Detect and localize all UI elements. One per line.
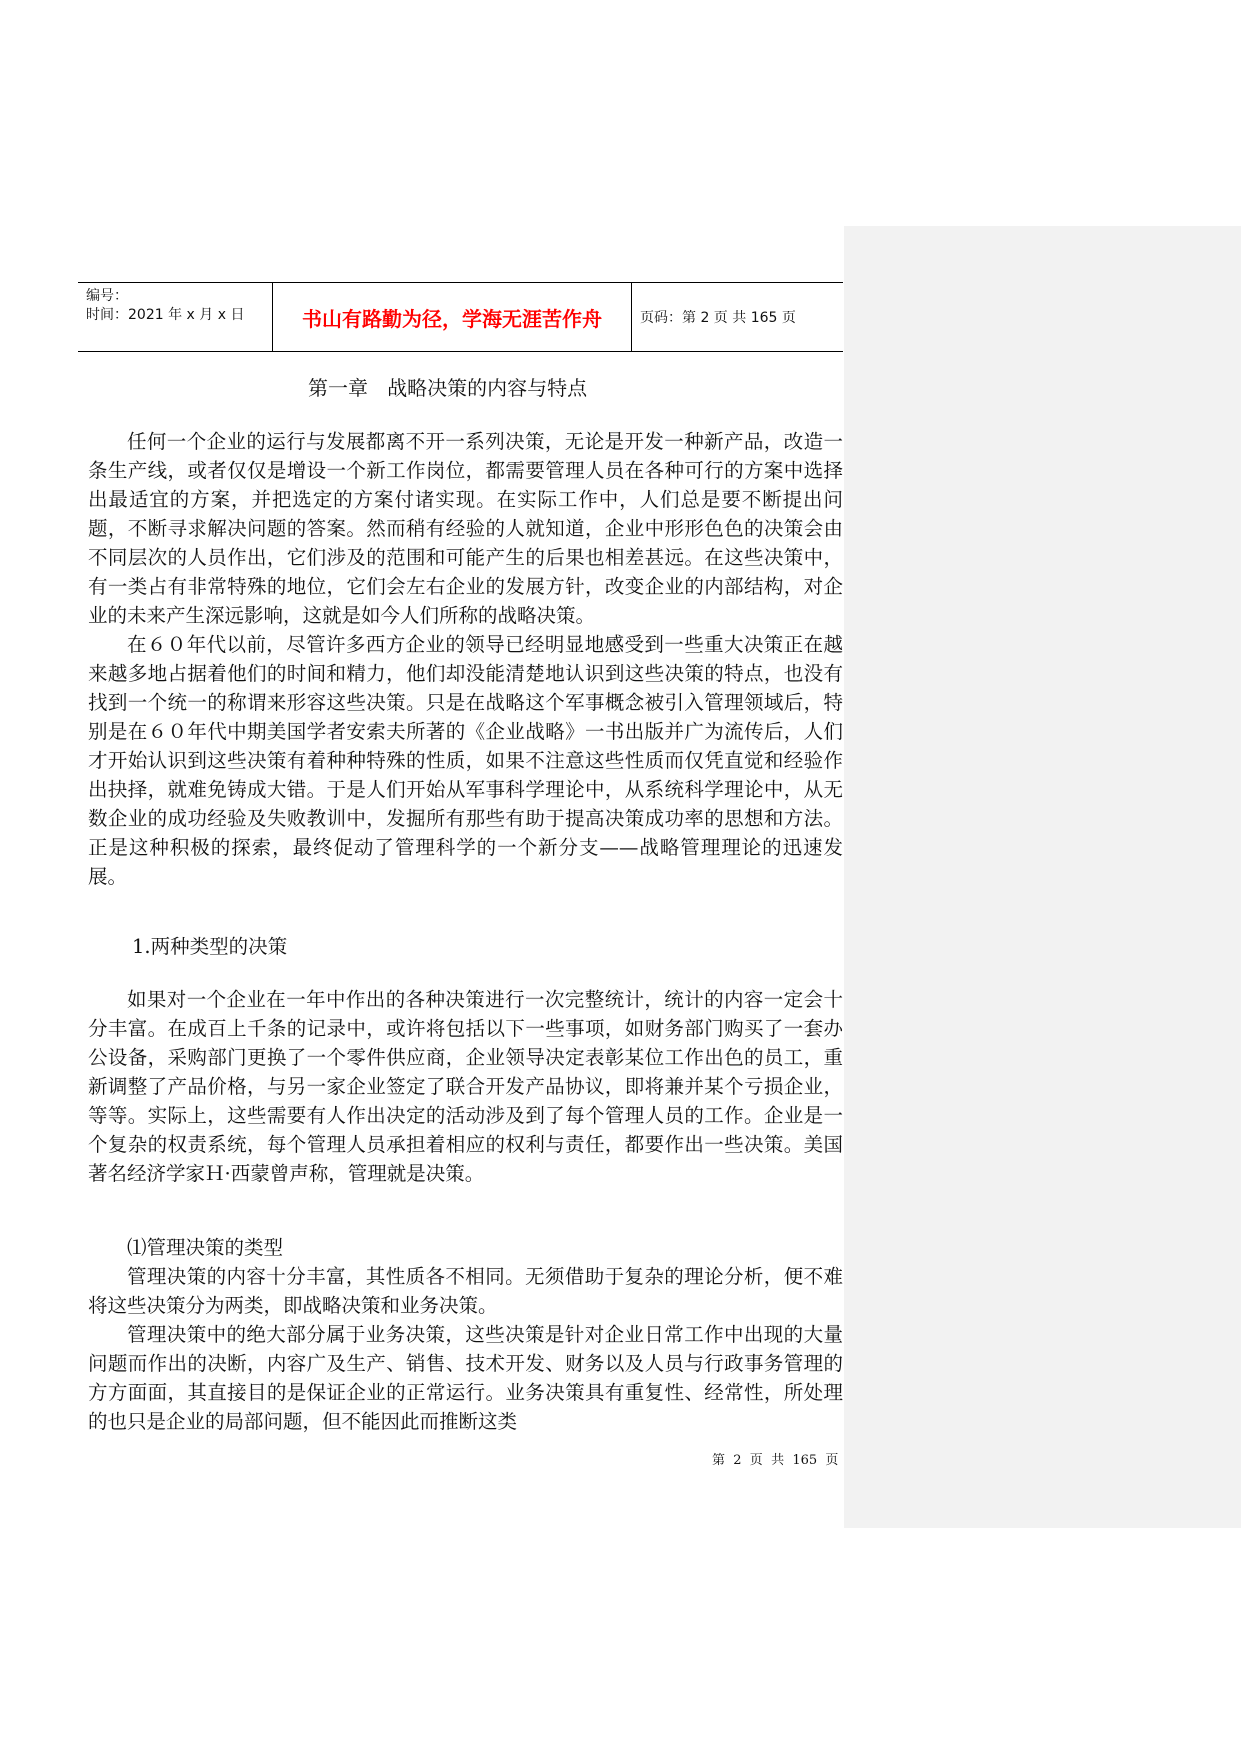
page-footer: 第 2 页 共 165 页	[712, 1453, 839, 1468]
paragraph: 在６０年代以前，尽管许多西方企业的领导已经明显地感受到一些重大决策正在越来越多地占据着他们的时间和精力，他们却没能清楚地认识到这些决策的特点，也没有找到一个统一的称谓来形容这些决策。只是在战略这个军事概念被引入管理领域后，特别是在６０年代中期美国学者安索夫所著的《企业战略》一书出版并广为流传后，人们才开始认识到这些决策有着种种特殊的性质，如果不注意这些性质而仅凭直觉和经验作出抉择，就难免铸成大错。于是人们开始从军事科学理论中，从系统科学理论中，从无数企业的成功经验及失败教训中，发掘所有那些有助于提高决策成功率的思想和方法。正是这种积极的探索，最终促动了管理科学的一个新分支——战略管理理论的迅速发展。	[88, 633, 843, 888]
page-number-cell	[632, 283, 843, 351]
paragraph: 如果对一个企业在一年中作出的各种决策进行一次完整统计，统计的内容一定会十分丰富。在成百上千条的记录中，或许将包括以下一些事项，如财务部门购买了一套办公设备，采购部门更换了一个零件供应商，企业领导决定表彰某位工作出色的员工，重新调整了产品价格，与另一家企业签定了联合开发产品协议，即将兼并某个亏损企业，等等。实际上，这些需要有人作出决定的活动涉及到了每个管理人员的工作。企业是一个复杂的权责系统，每个管理人员承担着相应的权利与责任，都要作出一些决策。美国著名经济学家Ｈ·西蒙曾声称，管理就是决策。	[88, 988, 843, 1185]
motto-text: 书山有路勤为径，学海无涯苦作舟	[302, 306, 602, 331]
paragraph: 管理决策的内容十分丰富，其性质各不相同。无须借助于复杂的理论分析，便不难将这些决策分为两类，即战略决策和业务决策。	[88, 1265, 843, 1317]
chapter-title: 第一章 战略决策的内容与特点	[308, 376, 588, 400]
paragraph: 管理决策中的绝大部分属于业务决策，这些决策是针对企业日常工作中出现的大量问题而作出的决断，内容广及生产、销售、技术开发、财务以及人员与行政事务管理的方方面面，其直接目的是保证企业的正常运行。业务决策具有重复性、经常性，所处理的也只是企业的局部问题，但不能因此而推断这类	[88, 1323, 843, 1433]
page-label: 页码：第 2 页 共 165 页	[640, 310, 796, 326]
body-block-a	[88, 427, 843, 891]
header-table	[78, 282, 843, 352]
body-block-b	[88, 985, 843, 1188]
time-label: 时间：2021 年 x 月 x 日	[86, 307, 245, 323]
header-left-cell	[78, 283, 272, 351]
section-heading: 1.两种类型的决策	[132, 935, 288, 958]
comment-pane	[844, 226, 1241, 1528]
subsection-heading: ⑴管理决策的类型	[127, 1236, 284, 1259]
paragraph: 任何一个企业的运行与发展都离不开一系列决策，无论是开发一种新产品，改造一条生产线，或者仅仅是增设一个新工作岗位，都需要管理人员在各种可行的方案中选择出最适宜的方案，并把选定的方案付诸实现。在实际工作中，人们总是要不断提出问题，不断寻求解决问题的答案。然而稍有经验的人就知道，企业中形形色色的决策会由不同层次的人员作出，它们涉及的范围和可能产生的后果也相差甚远。在这些决策中，有一类占有非常特殊的地位，它们会左右企业的发展方针，改变企业的内部结构，对企业的未来产生深远影响，这就是如今人们所称的战略决策。	[88, 430, 843, 627]
body-block-c	[88, 1233, 843, 1436]
number-label: 编号：	[86, 288, 128, 304]
motto-cell	[272, 283, 632, 351]
